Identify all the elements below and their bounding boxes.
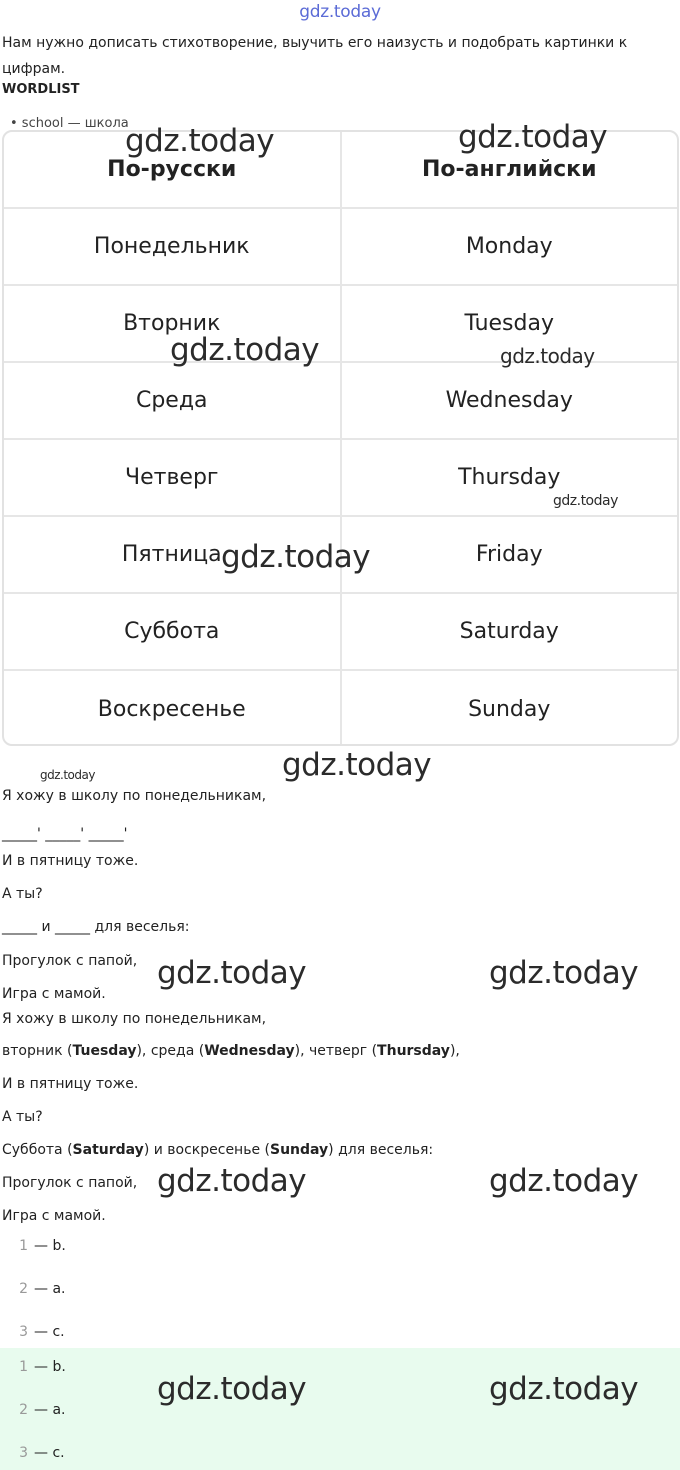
answer-number: 3 bbox=[19, 1324, 28, 1340]
answer-text: — a. bbox=[34, 1402, 66, 1418]
poem-text: для веселья: bbox=[90, 919, 190, 935]
poem-answer: Saturday bbox=[72, 1142, 144, 1158]
poem-line: Я хожу в школу по понедельникам, bbox=[2, 788, 267, 804]
answer-number: 2 bbox=[19, 1281, 28, 1297]
poem-line: А ты? bbox=[2, 1109, 43, 1125]
watermark: gdz.today bbox=[282, 747, 432, 783]
answer-number: 1 bbox=[19, 1359, 28, 1375]
answer-text: — c. bbox=[34, 1324, 65, 1340]
answer-number: 1 bbox=[19, 1238, 28, 1254]
task-description: Нам нужно дописать стихотворение, выучить его наизусть и подобрать картинки к цифрам. bbox=[2, 35, 628, 77]
watermark: gdz.today bbox=[221, 539, 371, 575]
poem-text: ), bbox=[449, 1043, 460, 1059]
cell-russian: Четверг bbox=[4, 440, 342, 515]
poem-answer: Thursday bbox=[377, 1043, 450, 1059]
cell-english: Thursday bbox=[458, 465, 561, 490]
poem-line-blanks bbox=[2, 919, 189, 935]
answer-item-highlight bbox=[0, 1390, 680, 1430]
answer-text: — c. bbox=[34, 1445, 65, 1461]
poem-line: Игра с мамой. bbox=[2, 986, 106, 1002]
poem-text: ), среда ( bbox=[136, 1043, 205, 1059]
watermark: gdz.today bbox=[500, 344, 595, 368]
cell-english: Tuesday bbox=[464, 311, 554, 336]
table-row bbox=[4, 440, 677, 517]
poem-line-blanks: _____' _____' _____' bbox=[2, 826, 128, 842]
watermark: gdz.today bbox=[553, 493, 618, 509]
poem-line: Игра с мамой. bbox=[2, 1208, 106, 1224]
poem-answer: Wednesday bbox=[204, 1043, 295, 1059]
table-row bbox=[4, 209, 677, 286]
watermark: gdz.today bbox=[125, 123, 275, 159]
poem-text: ), четверг ( bbox=[294, 1043, 378, 1059]
days-table bbox=[2, 130, 679, 746]
watermark: gdz.today bbox=[157, 1163, 307, 1199]
poem-line bbox=[2, 1142, 433, 1158]
table-row bbox=[4, 594, 677, 671]
cell-russian: Вторник bbox=[4, 286, 342, 361]
watermark: gdz.today bbox=[458, 119, 608, 155]
table-row bbox=[4, 286, 677, 363]
cell-russian: Пятница bbox=[4, 517, 342, 592]
cell-english: Monday bbox=[465, 234, 553, 259]
watermark: gdz.today bbox=[489, 1371, 639, 1407]
answer-number: 3 bbox=[19, 1445, 28, 1461]
cell-russian: Воскресенье bbox=[4, 671, 342, 746]
poem-text: вторник ( bbox=[2, 1043, 73, 1059]
poem-answer: Sunday bbox=[269, 1142, 329, 1158]
watermark: gdz.today bbox=[157, 955, 307, 991]
header-russian: По-русски bbox=[4, 132, 342, 207]
table-row bbox=[4, 363, 677, 440]
poem-blank-pair: _____ и _____ bbox=[2, 919, 90, 935]
answer-item-highlight bbox=[0, 1347, 680, 1387]
cell-english: Wednesday bbox=[445, 388, 573, 413]
cell-english: Sunday bbox=[468, 697, 551, 722]
watermark: gdz.today bbox=[170, 332, 320, 368]
table-header-row bbox=[4, 132, 677, 209]
watermark: gdz.today bbox=[40, 768, 95, 782]
poem-text: ) и воскресенье ( bbox=[143, 1142, 270, 1158]
cell-russian: Суббота bbox=[4, 594, 342, 669]
answer-item bbox=[0, 1269, 680, 1309]
site-logo[interactable]: gdz.today bbox=[299, 2, 381, 22]
cell-english: Saturday bbox=[459, 619, 559, 644]
table-row bbox=[4, 671, 677, 746]
answer-item bbox=[0, 1312, 680, 1352]
poem-line: Прогулок с папой, bbox=[2, 953, 138, 969]
poem-line: А ты? bbox=[2, 886, 43, 902]
answer-number: 2 bbox=[19, 1402, 28, 1418]
watermark: gdz.today bbox=[489, 1163, 639, 1199]
answer-item bbox=[0, 1226, 680, 1266]
wordlist-item: • school — школа bbox=[10, 116, 129, 130]
cell-english: Friday bbox=[475, 542, 543, 567]
poem-line bbox=[2, 1043, 460, 1059]
poem-text: Суббота ( bbox=[2, 1142, 73, 1158]
table-row bbox=[4, 517, 677, 594]
answer-text: — b. bbox=[34, 1359, 66, 1375]
answer-item-highlight bbox=[0, 1433, 680, 1470]
wordlist-heading: WORDLIST bbox=[2, 82, 80, 97]
cell-russian: Среда bbox=[4, 363, 342, 438]
poem-text: ) для веселья: bbox=[328, 1142, 434, 1158]
answer-text: — b. bbox=[34, 1238, 66, 1254]
cell-russian: Понедельник bbox=[4, 209, 342, 284]
watermark: gdz.today bbox=[489, 955, 639, 991]
watermark: gdz.today bbox=[157, 1371, 307, 1407]
poem-line: И в пятницу тоже. bbox=[2, 853, 139, 869]
header-english: По-английски bbox=[421, 157, 597, 182]
poem-line: Я хожу в школу по понедельникам, bbox=[2, 1011, 267, 1027]
poem-line: Прогулок с папой, bbox=[2, 1175, 138, 1191]
poem-line: И в пятницу тоже. bbox=[2, 1076, 139, 1092]
answer-text: — a. bbox=[34, 1281, 66, 1297]
poem-answer: Tuesday bbox=[72, 1043, 137, 1059]
